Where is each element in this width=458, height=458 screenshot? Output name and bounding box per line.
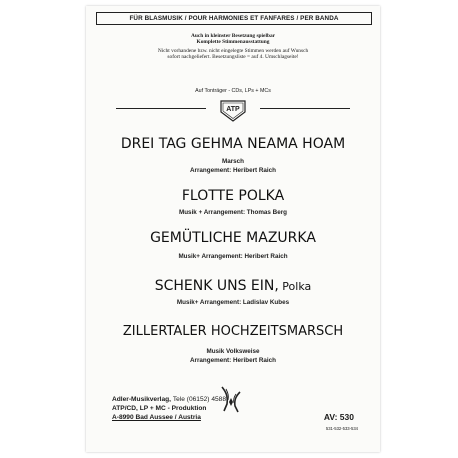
piece-title-text: SCHENK UNS EIN, [154, 278, 279, 294]
banner-box: FÜR BLASMUSIK / POUR HARMONIES ET FANFARES / PER BANDA [96, 12, 372, 25]
piece-credit: Musik+ Arrangement: Heribert Raich [178, 253, 288, 260]
publisher-footer [112, 395, 226, 423]
piece-genre: Musik Volksweise [206, 348, 260, 355]
media-note: Auf Tonträger - CDs, LPs + MCs [195, 88, 271, 94]
piece-arranger: Arrangement: Heribert Raich [189, 357, 277, 364]
header-note-instrumentation: sofort nachgeliefert. Besetzungsliste = auf 4. Umschlagseite! [167, 54, 299, 60]
divider-left [116, 108, 206, 109]
divider-right [260, 108, 350, 109]
sheet-music-cover [86, 6, 380, 452]
catalog-subnumbers: 531-532-533-534 [325, 426, 358, 431]
piece-title-text: GEMÜTLICHE MAZURKA [150, 230, 316, 246]
piece-title [86, 188, 380, 204]
piece-title-text: ZILLERTALER HOCHZEITSMARSCH [122, 324, 344, 339]
piece-title [86, 278, 380, 294]
publisher-phone: Tele (06152) 4588 [172, 396, 226, 403]
atp-logo [219, 99, 247, 123]
piece-title-suffix: Polka [278, 280, 312, 293]
address-line: A-8990 Bad Aussee / Austria [112, 414, 201, 422]
piece-title-text: FLOTTE POLKA [181, 188, 285, 204]
piece-credit: Musik+ Arrangement: Ladislav Kubes [176, 299, 290, 306]
piece-title [86, 230, 380, 246]
header-note-playable: Auch in kleinster Besetzung spielbar [190, 33, 276, 39]
piece-title [86, 136, 380, 152]
header-note-missing-parts: Nicht vorhandene bzw. nicht eingelegte Stimmen werden auf Wunsch [157, 48, 309, 54]
piece-credit: Musik + Arrangement: Thomas Berg [178, 209, 288, 216]
header-note-complete-parts: Komplette Stimmenausstattung [196, 39, 270, 45]
publisher-name: Adler-Musikverlag, [112, 396, 171, 403]
production-line: ATP/CD, LP + MC - Produktion [112, 405, 207, 413]
atp-logo-text: ATP [226, 106, 240, 113]
piece-genre: Marsch [221, 158, 245, 165]
logo-area [116, 88, 350, 128]
piece-arranger: Arrangement: Heribert Raich [189, 167, 277, 174]
publisher-line [112, 395, 226, 404]
catalog-number: AV: 530 [323, 412, 354, 422]
piece-title-text: DREI TAG GEHMA NEAMA HOAM [120, 136, 346, 152]
piece-title [86, 324, 380, 339]
